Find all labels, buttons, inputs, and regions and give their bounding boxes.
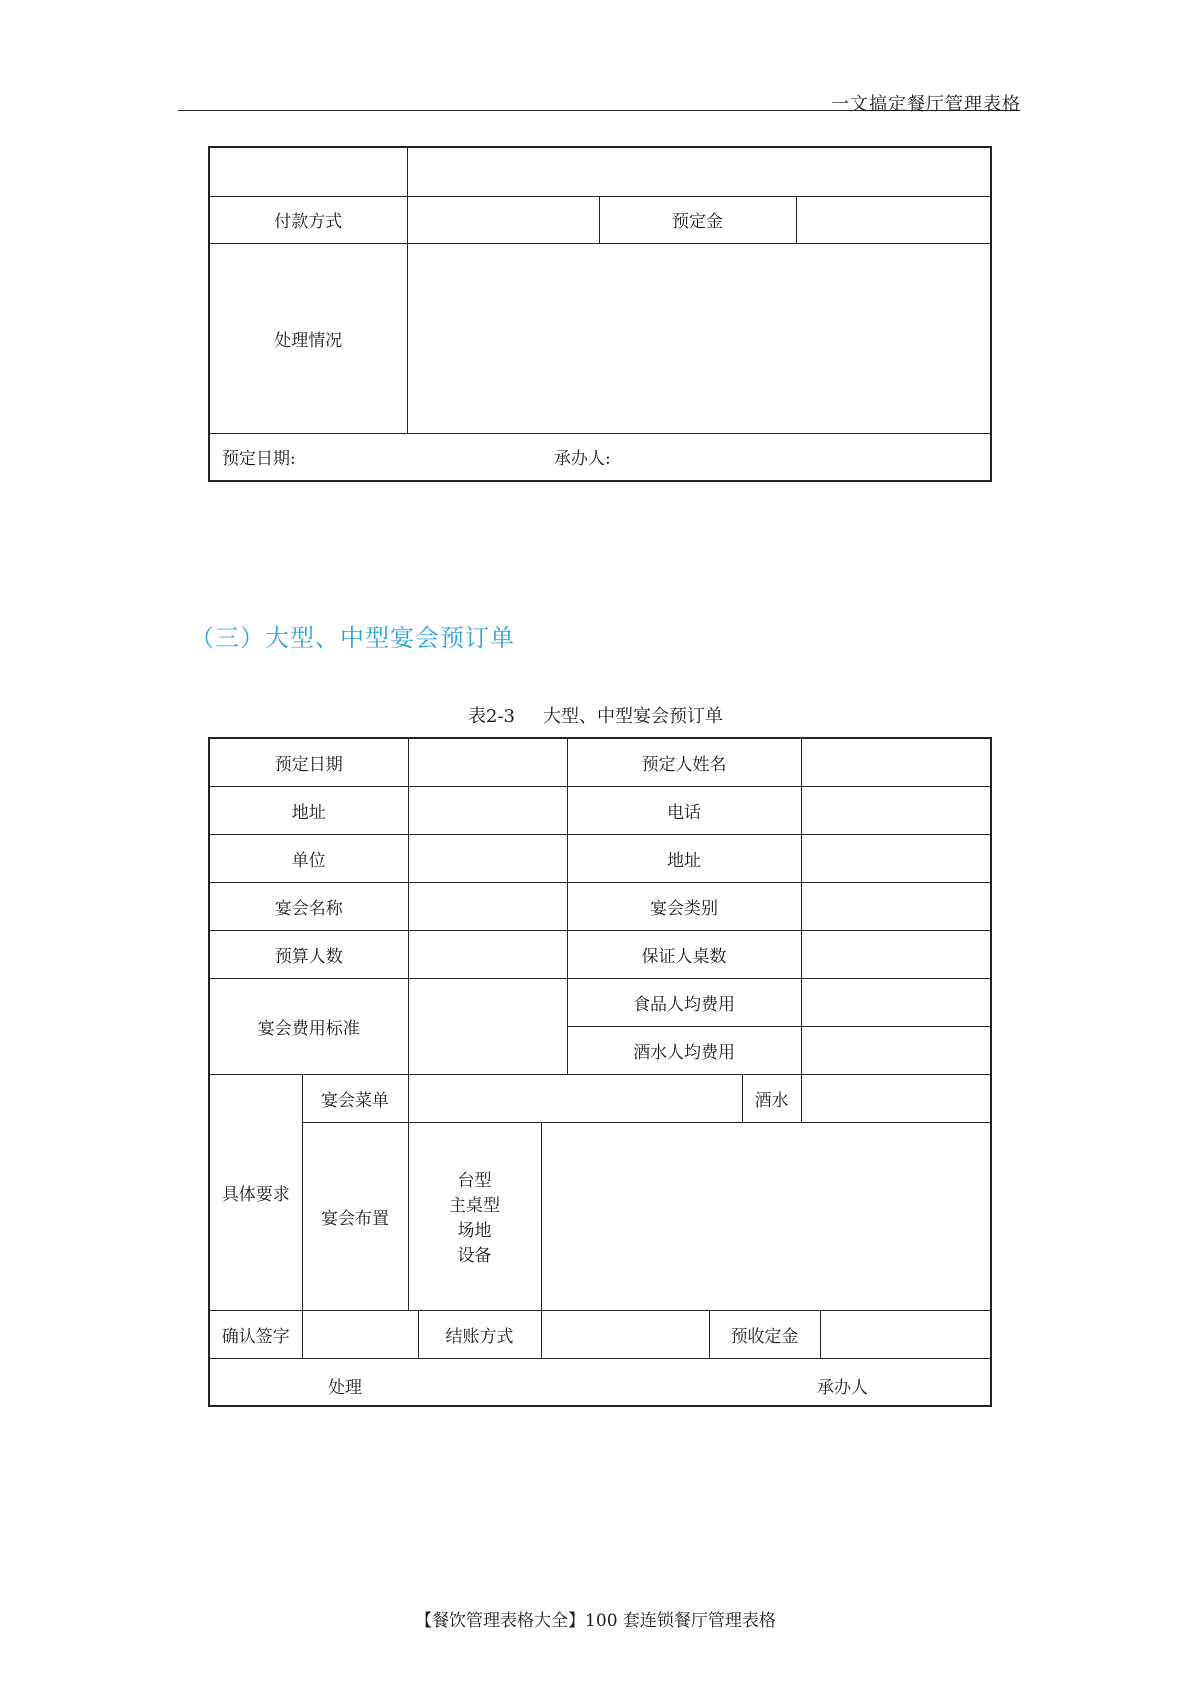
caption-number: 表2-3 [468,706,515,727]
drinks-per-person-label: 酒水人均费用 [567,1026,801,1074]
advance-deposit-label: 预收定金 [709,1310,820,1358]
blank-value-cell[interactable] [407,147,991,196]
booker-name-label: 预定人姓名 [567,738,801,786]
organization-field[interactable] [408,834,567,882]
table-caption [0,702,1191,728]
budget-guests-field[interactable] [408,930,567,978]
handler-label: 承办人: [554,449,611,470]
handler-label: 承办人 [817,1377,868,1398]
address-label: 地址 [209,786,408,834]
confirm-signature-label: 确认签字 [209,1310,302,1358]
reservation-table-continued [208,146,992,482]
advance-deposit-field[interactable] [820,1310,991,1358]
banquet-category-field[interactable] [801,882,991,930]
banquet-layout-field[interactable] [541,1122,991,1310]
header-title: 一文搞定餐厅管理表格 [831,94,1021,115]
date-handler-row [209,433,991,481]
section-heading: （三）大型、中型宴会预订单 [190,624,515,652]
booker-name-field[interactable] [801,738,991,786]
payment-method-label: 付款方式 [209,196,407,243]
payment-method-field[interactable] [407,196,599,243]
venue-label: 场地 [457,1221,492,1241]
caption-title: 大型、中型宴会预订单 [543,706,723,727]
banquet-layout-label: 宴会布置 [302,1122,408,1310]
booking-date-field[interactable] [408,738,567,786]
guaranteed-tables-field[interactable] [801,930,991,978]
phone-label: 电话 [567,786,801,834]
specific-requirements-label: 具体要求 [209,1074,302,1310]
blank-label-cell [209,147,407,196]
handling-label: 处理情况 [209,243,407,433]
drinks-field[interactable] [801,1074,991,1122]
food-per-person-label: 食品人均费用 [567,978,801,1026]
footer-text: 【餐饮管理表格大全】100 套连锁餐厅管理表格 [415,1611,776,1631]
handling-row [209,1358,991,1406]
address-field[interactable] [408,786,567,834]
budget-guests-label: 预算人数 [209,930,408,978]
guaranteed-tables-label: 保证人桌数 [567,930,801,978]
equipment-label: 设备 [457,1246,492,1266]
drinks-label: 酒水 [742,1074,801,1122]
main-table-shape-label: 主桌型 [449,1196,501,1216]
settlement-method-field[interactable] [541,1310,709,1358]
banquet-name-label: 宴会名称 [209,882,408,930]
banquet-name-field[interactable] [408,882,567,930]
food-per-person-field[interactable] [801,978,991,1026]
banquet-menu-label: 宴会菜单 [302,1074,408,1122]
fee-standard-label: 宴会费用标准 [209,978,408,1074]
table-shape-label: 台型 [457,1171,492,1191]
banquet-reservation-table [208,737,992,1407]
header-divider [178,110,1020,111]
banquet-category-label: 宴会类别 [567,882,801,930]
deposit-label: 预定金 [599,196,796,243]
banquet-menu-field[interactable] [408,1074,742,1122]
layout-items-cell [408,1122,541,1310]
organization-address-field[interactable] [801,834,991,882]
organization-label: 单位 [209,834,408,882]
phone-field[interactable] [801,786,991,834]
fee-standard-field[interactable] [408,978,567,1074]
booking-date-label: 预定日期: [222,449,296,470]
drinks-per-person-field[interactable] [801,1026,991,1074]
booking-date-label: 预定日期 [209,738,408,786]
deposit-field[interactable] [796,196,991,243]
handling-field[interactable] [407,243,991,433]
confirm-signature-field[interactable] [302,1310,418,1358]
settlement-method-label: 结账方式 [418,1310,541,1358]
handling-label: 处理 [328,1377,362,1398]
organization-address-label: 地址 [567,834,801,882]
